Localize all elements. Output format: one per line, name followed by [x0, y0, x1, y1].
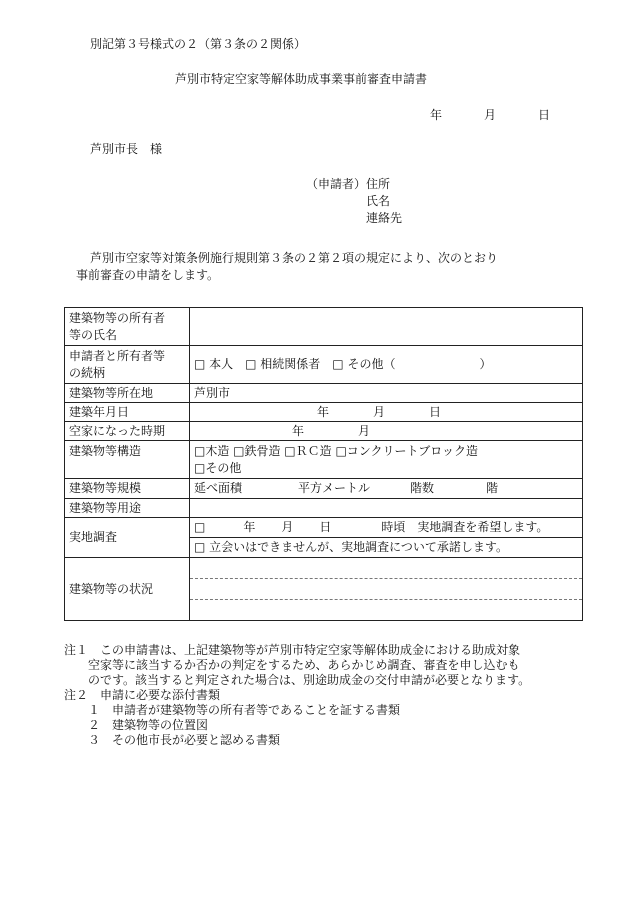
- survey-request-row[interactable]: [190, 518, 582, 537]
- survey-time-text: 時頃 実地調査を希望します。: [381, 520, 549, 534]
- scale-cell[interactable]: [190, 479, 583, 499]
- condition-line-2[interactable]: [190, 578, 582, 599]
- use-value-cell[interactable]: [190, 499, 583, 518]
- note-1-line-2: 空家等に該当するか否かの判定をするため、あらかじめ調査、審査を申し込むも: [64, 658, 520, 672]
- table-row-scale: [65, 479, 583, 499]
- floors-label: 階数: [410, 481, 435, 495]
- note-2-item-1: １ 申請者が建築物等の所有者等であることを証する書類: [64, 703, 401, 717]
- applicant-contact-label: 連絡先: [366, 211, 403, 225]
- built-month-label: 月: [373, 404, 386, 419]
- date-day-label: 日: [538, 108, 551, 122]
- applicant-name-label: 氏名: [366, 194, 391, 208]
- date-year-label: 年: [430, 108, 443, 122]
- built-date-label: 建築年月日: [65, 403, 190, 422]
- location-label: 建築物等所在地: [65, 384, 190, 403]
- addressee: 芦別市長 様: [90, 142, 163, 156]
- table-row-owner: [65, 308, 583, 346]
- form-reference: 別記第３号様式の２（第３条の２関係）: [90, 37, 307, 51]
- note-2-item-3: ３ その他市長が必要と認める書類: [64, 733, 281, 747]
- use-label: 建築物等用途: [65, 499, 190, 518]
- vacant-year-label: 年: [292, 423, 305, 438]
- built-year-label: 年: [317, 404, 330, 419]
- structure-label: 建築物等構造: [65, 441, 190, 479]
- owner-label: [65, 308, 190, 346]
- relation-checkbox-group[interactable]: □ 本人 □ 相続関係者 □ その他（ ）: [194, 357, 492, 371]
- note-1-line-1: 注１ この申請書は、上記建築物等が芦別市特定空家等解体助成金における助成対象: [64, 643, 521, 657]
- survey-label: 実地調査: [65, 518, 190, 558]
- vacant-date-label: 空家になった時期: [65, 422, 190, 441]
- owner-value-cell[interactable]: [190, 308, 583, 346]
- survey-year-label: 年: [243, 520, 256, 534]
- table-row-vacant-date: [65, 422, 583, 441]
- date-month-label: 月: [484, 108, 497, 122]
- document-title: 芦別市特定空家等解体助成事業事前審査申請書: [175, 72, 428, 86]
- survey-day-label: 日: [319, 520, 332, 534]
- table-row-location: [65, 384, 583, 403]
- table-row-built-date: [65, 403, 583, 422]
- owner-label-line-1: 建築物等の所有者: [69, 310, 166, 325]
- applicant-address-label: 住所: [366, 177, 391, 191]
- table-row-condition: [65, 558, 583, 621]
- relation-options[interactable]: [190, 346, 583, 384]
- survey-month-label: 月: [281, 520, 294, 534]
- built-day-label: 日: [429, 404, 442, 419]
- structure-checkbox-row-1[interactable]: □木造 □鉄骨造 □ＲＣ造 □コンクリートブロック造: [194, 443, 478, 458]
- relation-label: [65, 346, 190, 384]
- intro-line-1: 芦別市空家等対策条例施行規則第３条の２第２項の規定により、次のとおり: [90, 251, 499, 265]
- condition-line-3[interactable]: [190, 599, 582, 620]
- note-2-item-2: ２ 建築物等の位置図: [64, 718, 209, 732]
- survey-cell: [190, 518, 583, 558]
- structure-options[interactable]: [190, 441, 583, 479]
- structure-checkbox-row-2[interactable]: □その他: [194, 460, 242, 475]
- applicant-role: （申請者）: [306, 177, 367, 191]
- table-row-use: [65, 499, 583, 518]
- condition-line-1[interactable]: [190, 558, 582, 578]
- vacant-date-cell[interactable]: [190, 422, 583, 441]
- condition-label: 建築物等の状況: [65, 558, 190, 621]
- note-1-line-3: のです。該当すると判定された場合は、別途助成金の交付申請が必要となります。: [64, 673, 531, 687]
- vacant-month-label: 月: [358, 423, 371, 438]
- built-date-cell[interactable]: [190, 403, 583, 422]
- floor-area-label: 延べ面積: [194, 481, 243, 495]
- survey-consent-row[interactable]: □ 立会いはできませんが、実地調査について承諾します。: [190, 537, 582, 557]
- intro-line-2: 事前審査の申請をします。: [76, 268, 220, 282]
- floor-area-unit: 平方メートル: [298, 481, 371, 495]
- notes-section: [64, 643, 604, 748]
- condition-cell[interactable]: [190, 558, 583, 621]
- survey-request-checkbox[interactable]: □: [194, 520, 206, 534]
- relation-label-line-1: 申請者と所有者等: [69, 348, 166, 363]
- application-table: [64, 307, 583, 621]
- relation-label-line-2: の続柄: [69, 365, 106, 380]
- note-2-title: 注２ 申請に必要な添付書類: [64, 688, 221, 702]
- location-value-cell[interactable]: [190, 384, 583, 403]
- scale-label: 建築物等規模: [65, 479, 190, 499]
- location-city: 芦別市: [194, 385, 231, 400]
- table-row-survey: [65, 518, 583, 558]
- owner-label-line-2: 等の氏名: [69, 327, 118, 342]
- floors-unit: 階: [486, 481, 499, 495]
- table-row-relation: [65, 346, 583, 384]
- table-row-structure: [65, 441, 583, 479]
